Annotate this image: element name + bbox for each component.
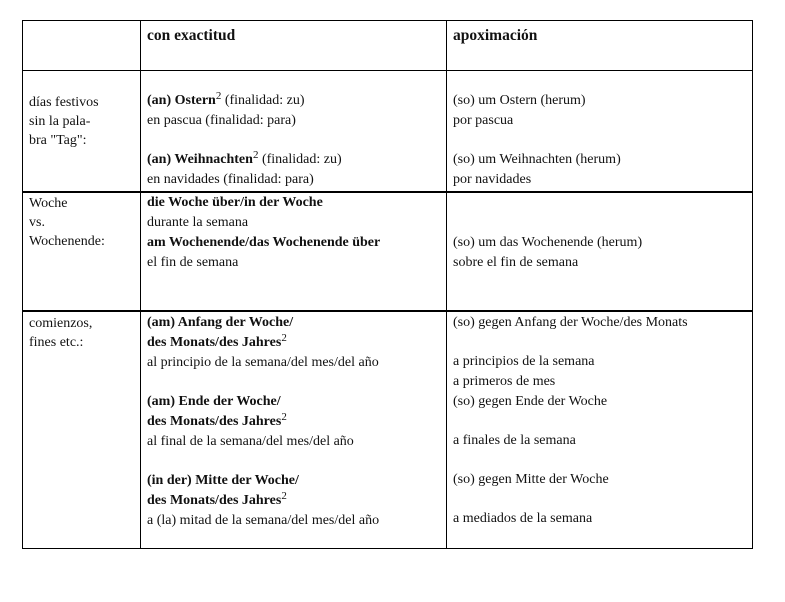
approx-line: a finales de la semana [453, 433, 576, 448]
exact-line: durante la semana [147, 215, 249, 230]
approx-holidays [453, 91, 621, 190]
label-line: sin la pala- [29, 114, 91, 129]
row-label-holidays [29, 93, 99, 150]
label-line: bra "Tag": [29, 133, 87, 148]
exact-line: al final de la semana/del mes/del año [147, 434, 354, 449]
approx-line: por pascua [453, 113, 514, 128]
approx-week [453, 233, 642, 273]
exact-line: (am) Anfang der Woche/ [147, 315, 294, 330]
exact-line: a (la) mitad de la semana/del mes/del año [147, 513, 380, 528]
exact-line: die Woche über/in der Woche [147, 195, 323, 210]
approx-line: (so) um Weihnachten (herum) [453, 152, 621, 167]
approx-line: (so) um Ostern (herum) [453, 93, 586, 108]
vocabulary-table [22, 20, 753, 549]
label-line: comienzos, [29, 316, 93, 331]
label-line: días festivos [29, 95, 99, 110]
label-line: Woche [29, 196, 68, 211]
row-label-week [29, 194, 105, 251]
column-divider-1 [140, 21, 141, 548]
approx-line: (so) gegen Mitte der Woche [453, 472, 609, 487]
approx-line: (so) gegen Anfang der Woche/des Monats [453, 315, 688, 330]
approx-line: a mediados de la semana [453, 511, 593, 526]
exact-line: en navidades (finalidad: para) [147, 172, 314, 187]
header-exact: con exactitud [147, 27, 236, 44]
row-label-periods [29, 314, 92, 352]
exact-line: el fin de semana [147, 255, 239, 270]
exact-line: (an) Weihnachten$^2$ (finalidad: zu) [147, 149, 342, 167]
exact-line: des Monats/des Jahres$^2$ [147, 490, 287, 508]
exact-line: (in der) Mitte der Woche/ [147, 473, 299, 488]
exact-line: (am) Ende der Woche/ [147, 394, 281, 409]
header-approx: apoximación [453, 27, 538, 44]
column-divider-2 [446, 21, 447, 548]
label-line: fines etc.: [29, 335, 84, 350]
approx-periods [453, 313, 688, 529]
exact-line: des Monats/des Jahres$^2$ [147, 332, 287, 350]
approx-line: sobre el fin de semana [453, 255, 579, 270]
approx-line: a principios de la semana [453, 354, 595, 369]
row-divider-2 [23, 310, 752, 312]
row-divider-1 [23, 191, 752, 193]
exact-line: en pascua (finalidad: para) [147, 113, 296, 128]
exact-line: (an) Ostern$^2$ (finalidad: zu) [147, 90, 305, 108]
approx-line: (so) gegen Ende der Woche [453, 394, 608, 409]
approx-line: a primeros de mes [453, 374, 556, 389]
exact-periods [147, 313, 379, 531]
row-divider-header [23, 70, 752, 71]
approx-line: (so) um das Wochenende (herum) [453, 235, 643, 250]
approx-line: por navidades [453, 172, 532, 187]
exact-line: des Monats/des Jahres$^2$ [147, 411, 287, 429]
label-line: vs. [29, 215, 45, 230]
exact-holidays [147, 91, 342, 190]
label-line: Wochenende: [29, 234, 105, 249]
exact-line: al principio de la semana/del mes/del año [147, 355, 379, 370]
exact-week [147, 193, 380, 273]
exact-line: am Wochenende/das Wochenende über [147, 235, 381, 250]
